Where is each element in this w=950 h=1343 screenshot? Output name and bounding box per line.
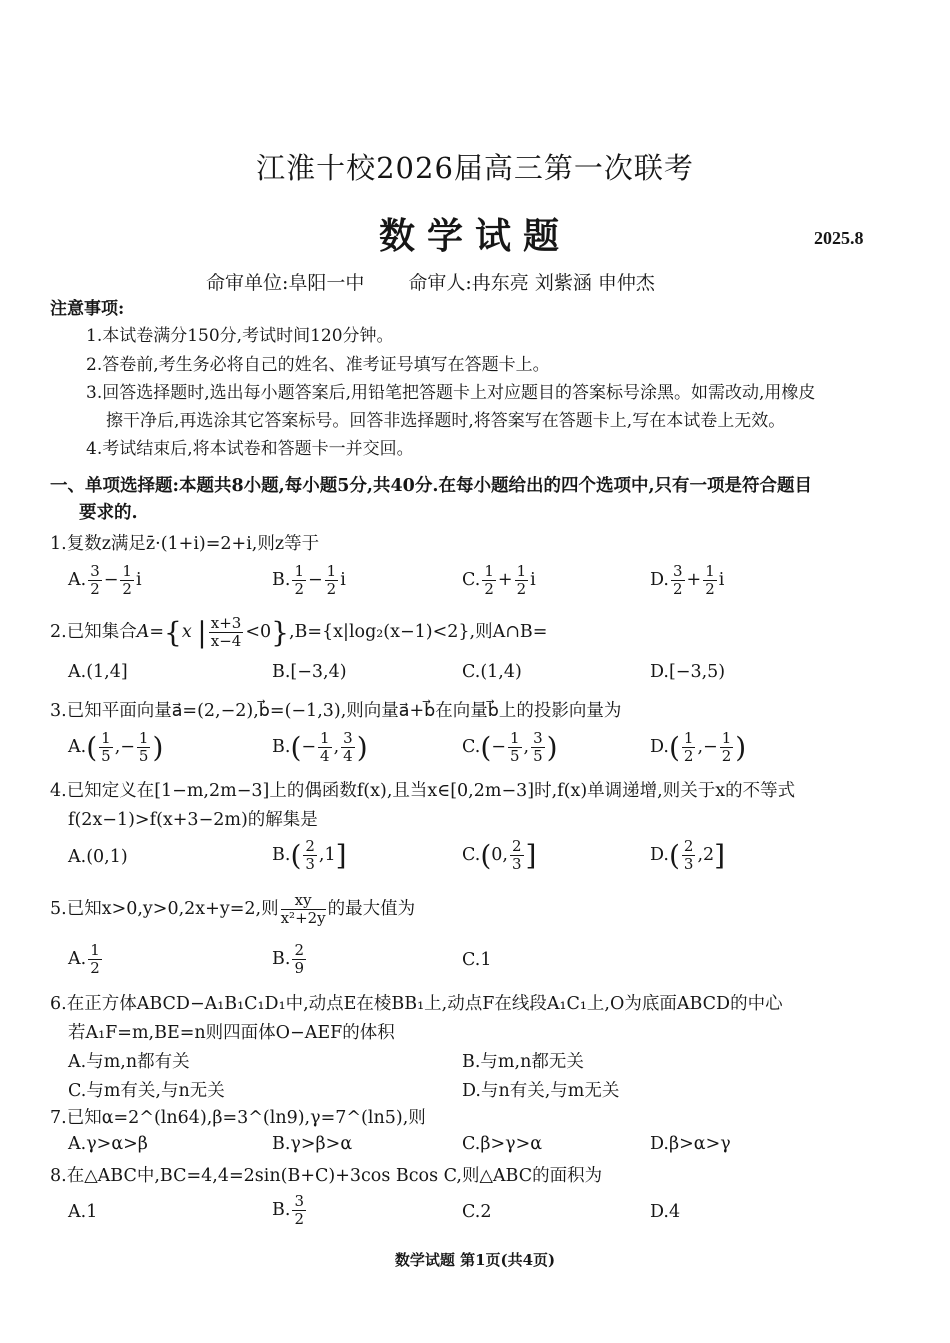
option: A.(1,4] [68,662,128,682]
notice-item: 3.回答选择题时,选出每小题答案后,用铅笔把答题卡上对应题目的答案标号涂黑。如需改动,用橡皮 [86,383,816,403]
option: D.[−3,5) [650,662,726,682]
option: C.2 [462,1202,492,1222]
option: A. $\frac{1}{2}$ [68,941,100,977]
question-6-cont: 若A₁F=m,BE=n则四面体O−AEF的体积 [68,1023,395,1043]
q2-rest: ,B={x|log₂(x−1)<2},则A∩B= [288,622,548,642]
option: A. $\frac{3}{2}$ − $\frac{1}{2}$ i [68,562,142,598]
notice-item: 1.本试卷满分150分,考试时间120分钟。 [86,326,394,346]
subject-title: 数学试题 [378,215,571,257]
exam-title: 江淮十校2026届高三第一次联考 [256,151,694,185]
section-heading: 一、单项选择题:本题共8小题,每小题5分,共40分.在每小题给出的四个选项中,只有一项是符合题目 [50,476,813,496]
option: D. $\frac{3}{2}$ + $\frac{1}{2}$ i [650,562,725,598]
unit: 命审单位:阜阳一中 [206,272,365,294]
option: D.与n有关,与m无关 [462,1081,620,1101]
option: C. $\frac{1}{2}$ + $\frac{1}{2}$ i [462,562,536,598]
question-4: 4.已知定义在[1−m,2m−3]上的偶函数f(x),且当x∈[0,2m−3]时,f(x)单调递增,则关于x的不等式 [50,781,796,801]
option: C.(− $\frac{1}{5}$ , $\frac{3}{5}$ ) [462,729,558,765]
question-3: 3.已知平面向量a⃗=(2,−2),b⃗=(−1,3),则向量a⃗+b⃗在向量b⃗上的投影向量为 [50,701,622,721]
section-heading-cont: 要求的. [79,503,138,523]
option: B. $\frac{2}{9}$ [272,941,304,977]
option: B.(− $\frac{1}{4}$ , $\frac{3}{4}$ ) [272,729,368,765]
option: D.( $\frac{2}{3}$ ,2] [650,837,726,873]
question-5: 5.已知x>0,y>0,2x+y=2,则 $\frac{xy}{\text{x²+2y}}$ 的最大值为 [50,891,416,927]
option: B. $\frac{3}{2}$ [272,1192,304,1228]
option: A.γ>α>β [68,1134,148,1154]
option: A.与m,n都有关 [68,1052,190,1072]
question-8: 8.在△ABC中,BC=4,4=2sin(B+C)+3cos Bcos C,则△ABC的面积为 [50,1166,603,1186]
question-7: 7.已知α=2^(ln64),β=3^(ln9),γ=7^(ln5),则 [50,1108,426,1128]
page-footer: 数学试题 第1页(共4页) [394,1251,556,1269]
exam-date: 2025.8 [814,228,864,248]
option: C.(1,4) [462,662,522,682]
option: B.与m,n都无关 [462,1052,584,1072]
question-1: 1.复数z满足z̄·(1+i)=2+i,则z等于 [50,534,320,554]
option: D.4 [650,1202,681,1222]
option: A.( $\frac{1}{5}$ ,− $\frac{1}{5}$ ) [68,729,164,765]
option: C.β>γ>α [462,1134,543,1154]
option: D.( $\frac{1}{2}$ ,− $\frac{1}{2}$ ) [650,729,747,765]
question-4-cont: f(2x−1)>f(x+3−2m)的解集是 [68,810,318,830]
notice-item: 2.答卷前,考生务必将自己的姓名、准考证号填写在答题卡上。 [86,355,550,375]
author-names: 命审人:冉东亮 刘紫涵 申仲杰 [408,272,655,294]
notice-heading: 注意事项: [50,299,125,319]
option: C.(0, $\frac{2}{3}$ ] [462,837,537,873]
notice-item: 4.考试结束后,将本试卷和答题卡一并交回。 [86,439,414,459]
option: A.(0,1) [68,847,128,867]
option: B. $\frac{1}{2}$ − $\frac{1}{2}$ i [272,562,346,598]
option: B.( $\frac{2}{3}$ ,1] [272,837,347,873]
option: A.1 [68,1202,98,1222]
question-6: 6.在正方体ABCD−A₁B₁C₁D₁中,动点E在棱BB₁上,动点F在线段A₁C₁上,O为底面ABCD的中心 [50,994,783,1014]
q5-pre: 5.已知x>0,y>0,2x+y=2,则 [50,899,279,919]
option: C.与m有关,与n无关 [68,1081,225,1101]
question-2: 2.已知集合A={x | $\frac{x+3}{x-4}$ <0},B={x|log₂(x−1)<2},则A∩B= [50,614,548,650]
option: B.[−3,4) [272,662,347,682]
option: D.β>α>γ [650,1134,731,1154]
notice-item: 擦干净后,再选涂其它答案标号。回答非选择题时,将答案写在答题卡上,写在本试卷上无效。 [106,411,786,431]
authors-line [206,268,655,295]
option: B.γ>β>α [272,1134,353,1154]
option: C.1 [462,950,492,970]
q5-post: 的最大值为 [327,899,416,919]
